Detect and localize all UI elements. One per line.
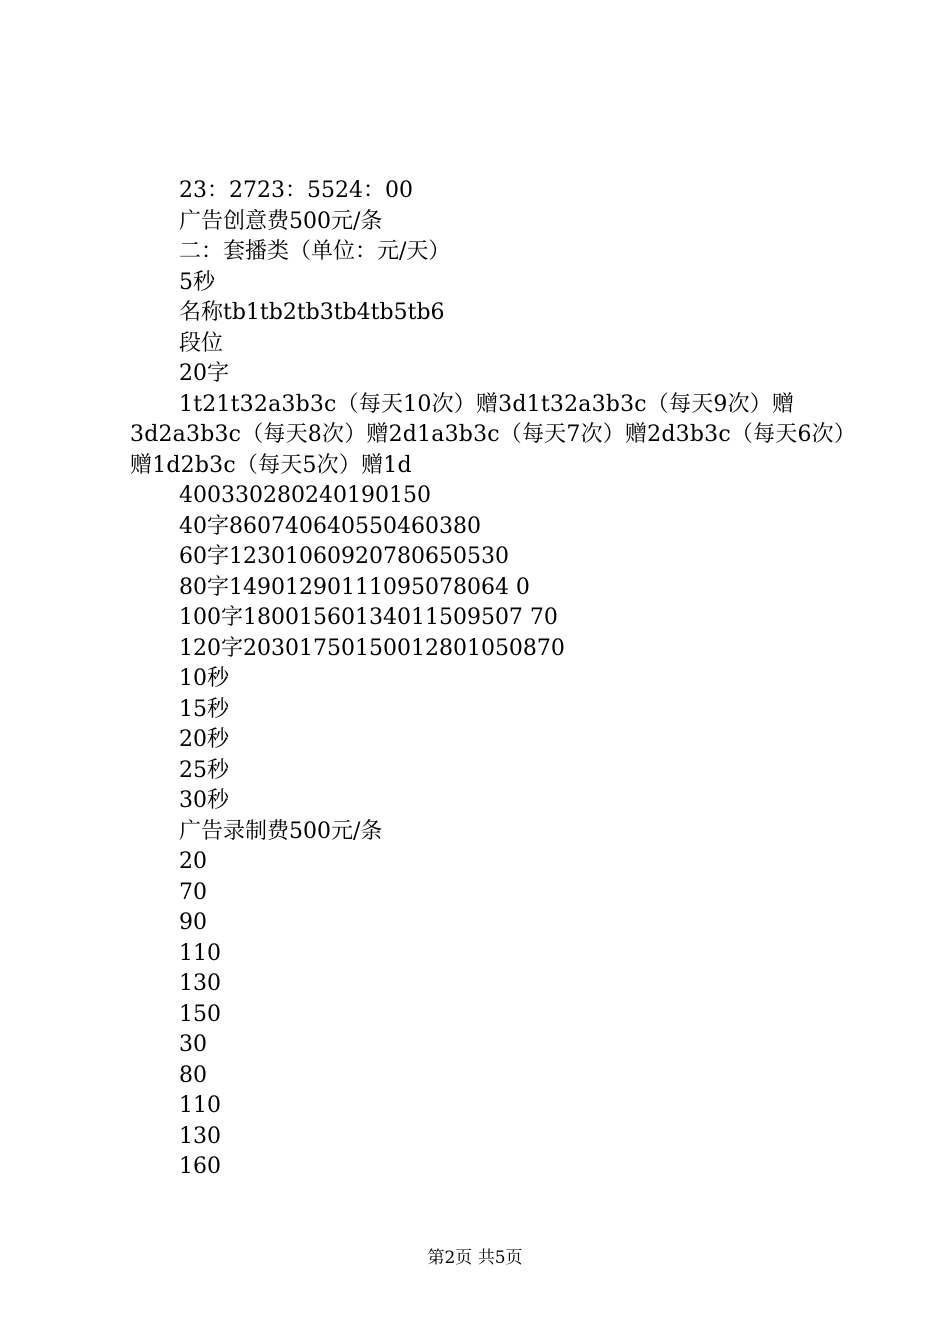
text-line: 广告创意费500元/条 [179,208,383,234]
text-line: 段位 [179,330,224,356]
text-line: 25秒 [179,757,229,783]
text-line: 23：2723：5524：00 [179,178,413,203]
text-line: 150 [179,1001,221,1027]
page-footer: 第2页 共5页 [427,1248,523,1268]
text-line: 100字18001560134011509507 70 [179,605,558,630]
text-line: 广告录制费500元/条 [179,818,383,844]
text-line: 60字12301060920780650530 [179,544,509,569]
text-line: 40字860740640550460380 [179,513,481,539]
text-line: 名称tb1tb2tb3tb4tb5tb6 [179,300,445,325]
text-line: 30 [179,1032,207,1057]
text-line: 70 [179,879,207,905]
text-line: 20字 [179,361,229,386]
text-line: 80字14901290111095078064 0 [179,574,530,600]
document-body [0,176,950,1183]
text-line: 10秒 [179,666,229,691]
text-line: 130 [179,971,221,996]
text-line: 90 [179,910,207,935]
text-line: 400330280240190150 [179,483,431,508]
text-line: 120字20301750150012801050870 [179,635,565,661]
text-line: 160 [179,1154,221,1179]
text-line: 20秒 [179,727,229,752]
text-line: 二：套播类（单位：元/天） [179,239,451,264]
text-line: 130 [179,1123,221,1149]
text-line: 80 [179,1062,207,1088]
text-line: 5秒 [179,269,215,295]
text-line: 20 [179,849,207,874]
text-line: 30秒 [179,788,229,813]
text-line: 110 [179,1093,221,1118]
text-paragraph: 1t21t32a3b3c（每天10次）赠3d1t32a3b3c（每天9次）赠3d2a3b3c（每天8次）赠2d1a3b3c（每天7次）赠2d3b3c（每天6次）赠1d2b3c（每天5次）赠1d [130,391,846,478]
text-line: 15秒 [179,696,229,722]
text-line: 110 [179,940,221,966]
